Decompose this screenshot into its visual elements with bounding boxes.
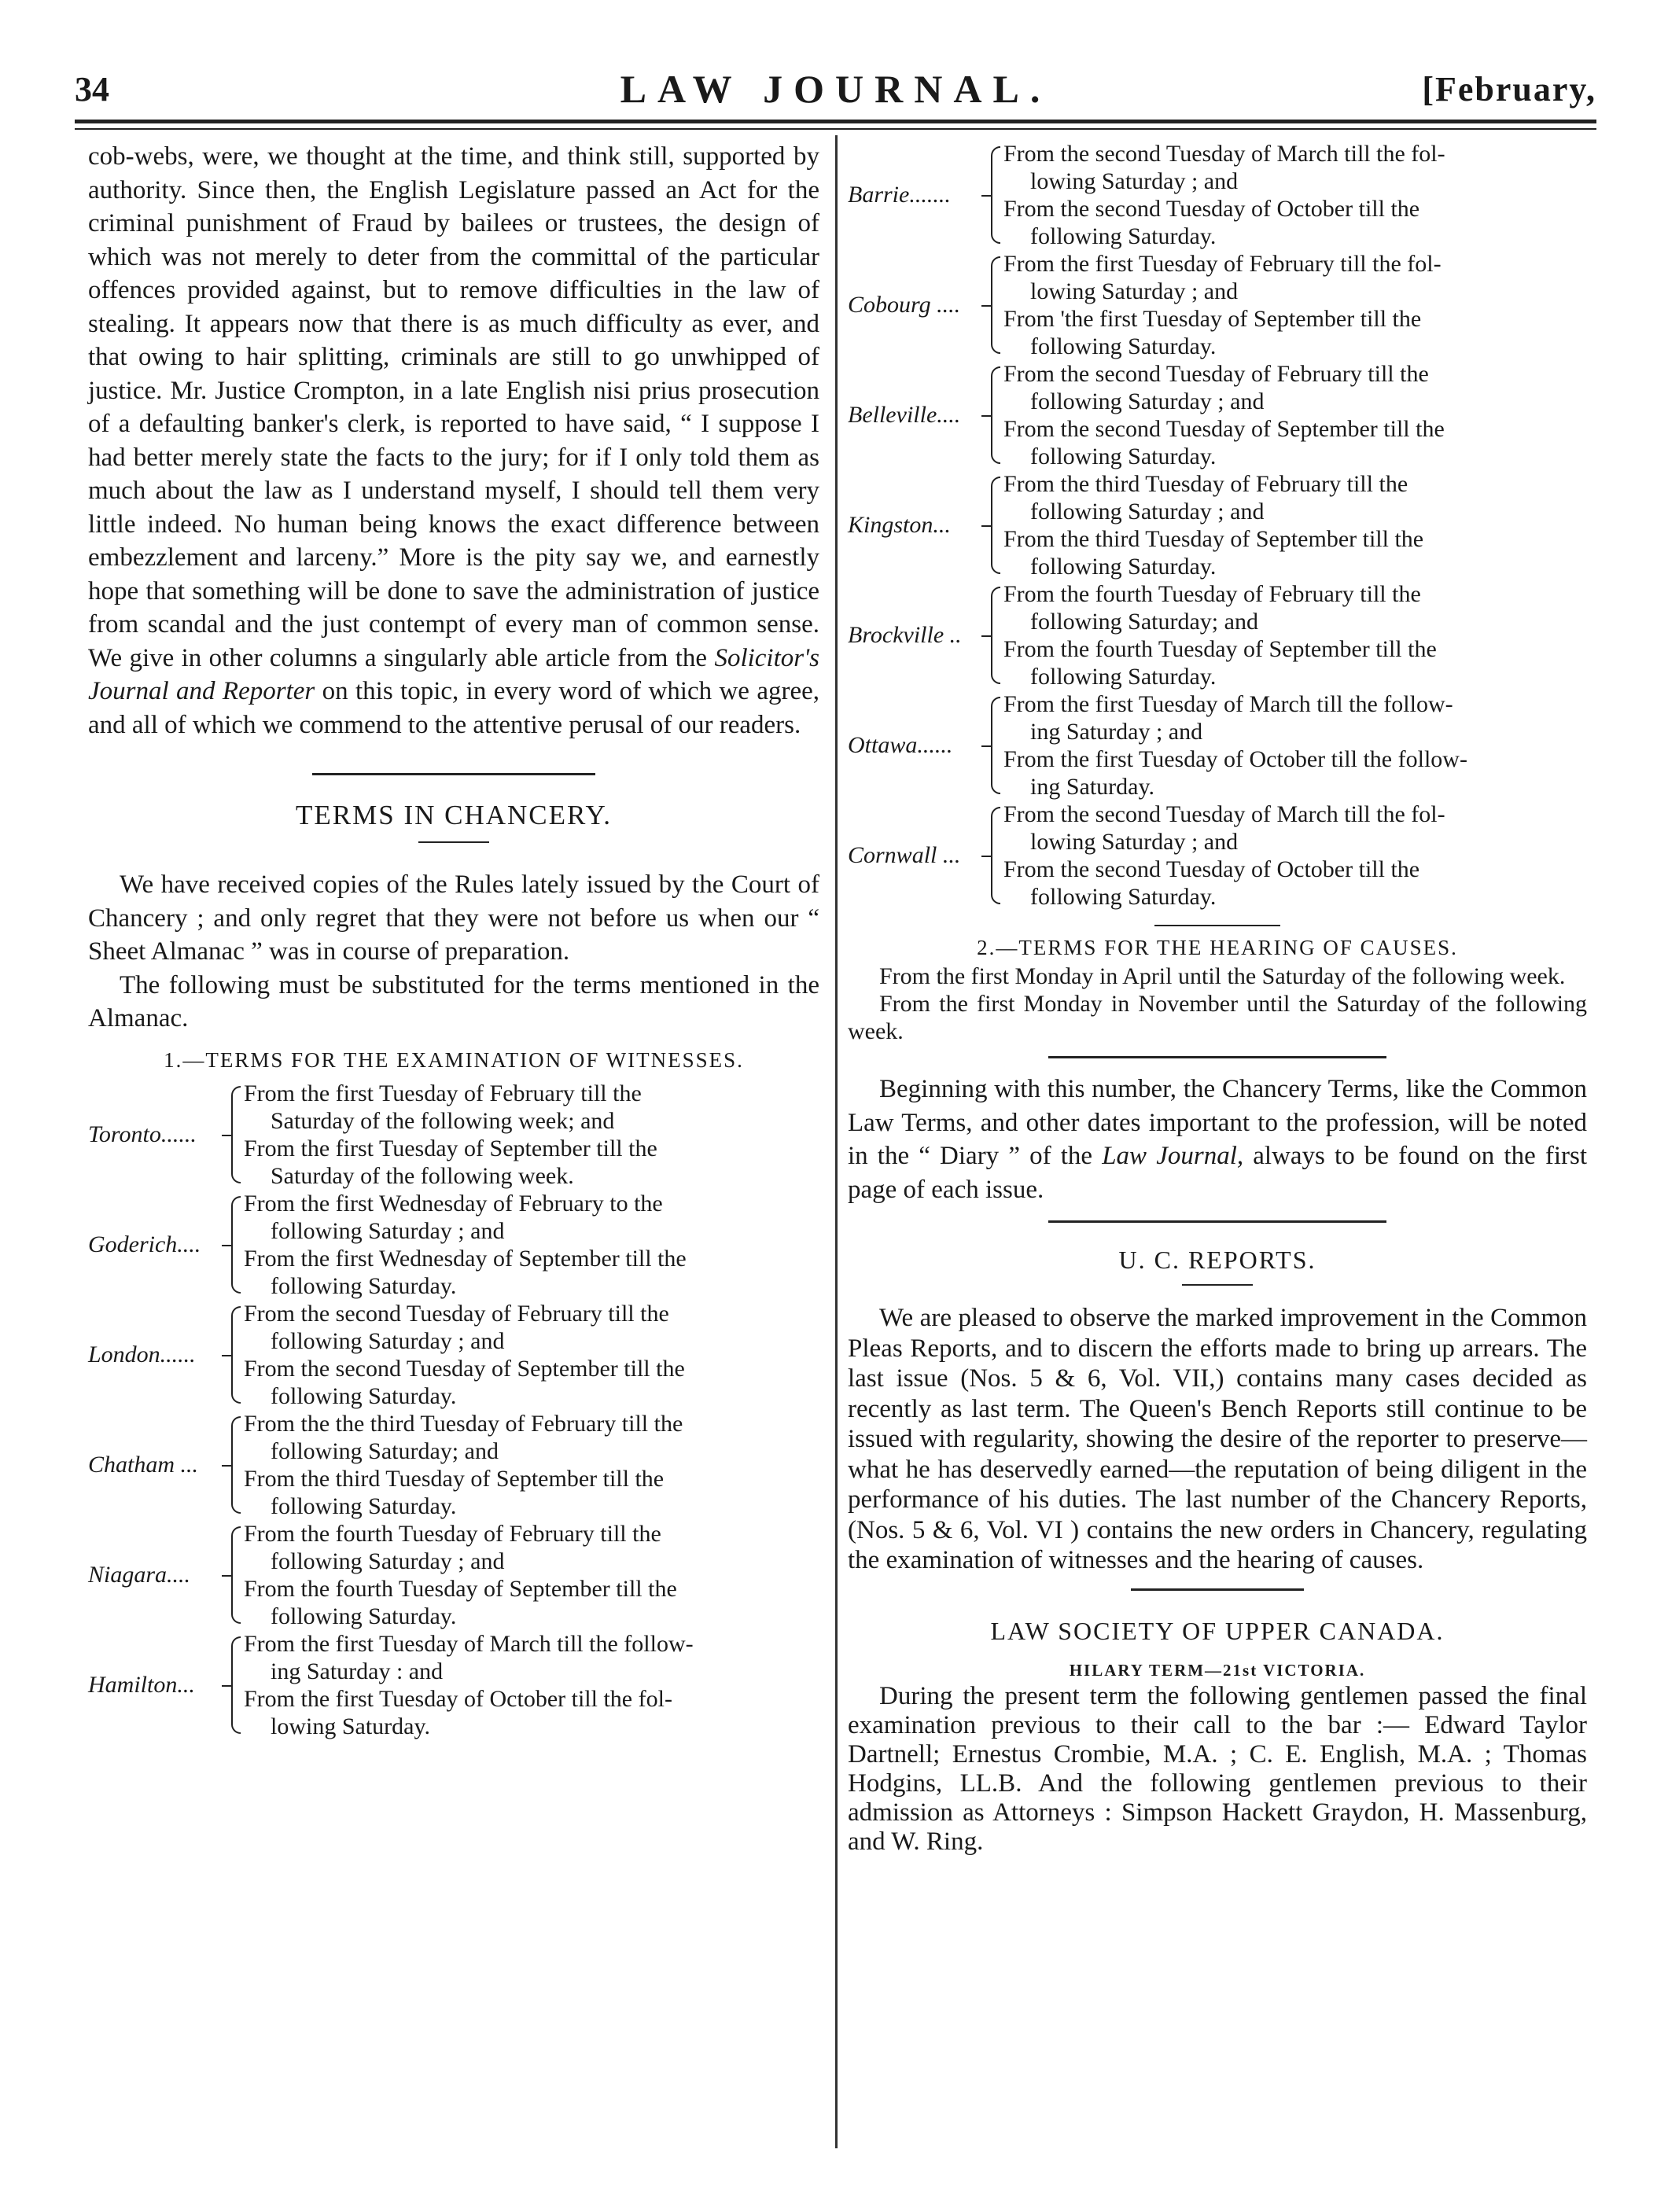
- term-city: Hamilton...: [88, 1671, 195, 1698]
- term-line: ing Saturday.: [1030, 774, 1155, 800]
- left-column: [88, 140, 819, 1740]
- diary-paragraph: [848, 1073, 1587, 1206]
- term-line: From the second Tuesday of October till the: [1003, 856, 1420, 882]
- term-line: ing Saturday : and: [271, 1658, 444, 1684]
- term-entry: [88, 1080, 819, 1190]
- term-line: lowing Saturday ; and: [1030, 168, 1239, 194]
- term-city: Belleville....: [848, 402, 961, 428]
- brace-mark: [223, 1410, 244, 1520]
- term-line: From the first Wednesday of September till the: [244, 1245, 687, 1272]
- term-city: Goderich....: [88, 1231, 201, 1257]
- uc-reports-heading: U. C. REPORTS.: [1118, 1246, 1316, 1274]
- hearing-paragraph-2: From the first Monday in November until the Saturday of the following week.: [848, 991, 1587, 1044]
- intro-paragraph: [88, 140, 819, 742]
- chancery-paragraph-2: The following must be substituted for the terms mentioned in the Almanac.: [88, 970, 819, 1032]
- term-dates: [244, 1080, 819, 1190]
- term-entry: [848, 470, 1587, 580]
- term-entry: [88, 1520, 819, 1630]
- brace-mark: [983, 690, 1003, 801]
- header-rule-thin: [75, 128, 1596, 130]
- term-entry: [848, 690, 1587, 801]
- term-line: following Saturday.: [1030, 664, 1217, 690]
- term-line: From the third Tuesday of February till the: [1003, 471, 1408, 497]
- term-dates: [244, 1630, 819, 1740]
- term-line: following Saturday.: [1030, 223, 1217, 249]
- term-line: lowing Saturday ; and: [1030, 829, 1239, 855]
- term-line: following Saturday ; and: [271, 1327, 505, 1354]
- brace-mark: [983, 470, 1003, 580]
- term-line: From the fourth Tuesday of February till the: [244, 1520, 661, 1547]
- brace-mark: [223, 1190, 244, 1300]
- brace-mark: [983, 140, 1003, 250]
- intro-journal-name: Solicitor's Journal and Reporter: [88, 643, 820, 705]
- term-line: following Saturday.: [271, 1492, 457, 1519]
- term-line: From the fourth Tuesday of February till the: [1003, 581, 1421, 607]
- term-line: following Saturday.: [271, 1382, 457, 1409]
- term-line: following Saturday ; and: [1030, 388, 1265, 414]
- term-dates: [1003, 690, 1587, 801]
- term-entry: [88, 1410, 819, 1520]
- term-line: following Saturday.: [1030, 554, 1217, 580]
- term-dates: [1003, 801, 1587, 911]
- term-line: From the fourth Tuesday of September till the: [244, 1575, 677, 1602]
- term-entry: [88, 1630, 819, 1740]
- journal-title: LAW JOURNAL.: [620, 67, 1051, 111]
- brace-mark: [223, 1520, 244, 1630]
- term-line: From the third Tuesday of September till the: [244, 1465, 665, 1492]
- intro-text: cob-webs, were, we thought at the time, and think still, supported by authority. Since then, the English Legislature passed an Act for the criminal punishment of Fraud by bailees or trustees, the design of which was not merely to deter from the committal of the particular offences provided against, but to remove difficulties in the law of stealing. It appears now that there is as much difficulty as ever, and that owing to hair splitting, criminals are still to go unwhipped of justice. Mr. Justice Crompton, in a late English nisi prius prosecution of a defaulting banker's clerk, is reported to have said, “ I suppose I had better merely state the facts to the jury; for if I only told them as much about the law as I understand myself, I should tell them very little indeed. No human being knows the exact difference between embezzlement and larceny.” More is the pity say we, and earnestly hope that something will be done to save the administration of justice from scandal and the just contempt of every man of common sense. We give in other columns a singularly able article from the: [88, 142, 819, 672]
- term-line: From the first Tuesday of March till the follow-: [244, 1630, 694, 1657]
- term-dates: [1003, 470, 1587, 580]
- term-city: Toronto......: [88, 1121, 197, 1147]
- term-dates: [244, 1300, 819, 1410]
- term-line: From the first Tuesday of February till the fol-: [1003, 251, 1442, 277]
- term-entry: [848, 250, 1587, 360]
- term-line: From the the third Tuesday of February till the: [244, 1410, 683, 1437]
- term-line: following Saturday; and: [1030, 609, 1258, 635]
- term-dates: [1003, 360, 1587, 470]
- term-line: From the second Tuesday of March till the fol-: [1003, 801, 1445, 827]
- term-city: Cornwall ...: [848, 842, 961, 868]
- term-line: From the first Tuesday of October till the fol-: [244, 1685, 672, 1712]
- term-line: From the first Tuesday of September till the: [244, 1135, 657, 1161]
- term-line: following Saturday.: [1030, 884, 1217, 910]
- term-line: From the second Tuesday of February till the: [1003, 361, 1429, 387]
- term-entry: [848, 580, 1587, 690]
- brace-mark: [983, 250, 1003, 360]
- term-city: Barrie.......: [848, 182, 951, 208]
- right-column: [848, 140, 1587, 1857]
- section2-heading: 2.—TERMS FOR THE HEARING OF CAUSES.: [977, 936, 1458, 959]
- term-line: lowing Saturday.: [271, 1713, 431, 1739]
- brace-mark: [223, 1300, 244, 1410]
- term-dates: [1003, 580, 1587, 690]
- diary-text-a: Beginning with this number, the Chancery Terms, like the Common Law Terms, and other dates important to the profession, will be noted in the “ Diary ” of the: [848, 1075, 1587, 1170]
- term-line: ing Saturday ; and: [1030, 719, 1203, 745]
- column-divider: [835, 135, 838, 2148]
- term-dates: [1003, 140, 1587, 250]
- term-city: London......: [88, 1341, 196, 1367]
- term-line: following Saturday ; and: [271, 1217, 505, 1244]
- term-line: following Saturday; and: [271, 1437, 499, 1464]
- chancery-heading: TERMS IN CHANCERY.: [296, 800, 612, 830]
- month-label: [February,: [1422, 70, 1596, 109]
- term-line: following Saturday.: [271, 1272, 457, 1299]
- term-line: From the second Tuesday of September till the: [1003, 416, 1445, 442]
- term-city: Niagara....: [88, 1561, 191, 1588]
- term-line: From the first Tuesday of February till the: [244, 1080, 642, 1106]
- term-entry: [88, 1190, 819, 1300]
- term-entry: [848, 801, 1587, 911]
- term-entry: [88, 1300, 819, 1410]
- brace-mark: [223, 1630, 244, 1740]
- hearing-paragraph-1: From the first Monday in April until the Saturday of the following week.: [879, 963, 1566, 989]
- term-city: Kingston...: [848, 512, 951, 538]
- brace-mark: [983, 360, 1003, 470]
- term-entry: [848, 140, 1587, 250]
- term-city: Brockville ..: [848, 622, 962, 648]
- brace-mark: [223, 1080, 244, 1190]
- law-society-paragraph: During the present term the following gentlemen passed the final examination previous to their call to the bar :— Edward Taylor Dartnell; Ernestus Crombie, M.A. ; C. E. English, M.A. ; Thomas Hodgins, LL.B. And the following gentlemen previous to their admission as Attorneys : Simpson Hackett Graydon, H. Massenburg, and W. Ring.: [848, 1681, 1587, 1856]
- term-line: From the fourth Tuesday of September till the: [1003, 636, 1437, 662]
- term-dates: [1003, 250, 1587, 360]
- term-line: From the first Wednesday of February to the: [244, 1190, 663, 1216]
- term-line: From the third Tuesday of September till the: [1003, 526, 1424, 552]
- term-line: following Saturday.: [271, 1603, 457, 1629]
- term-line: following Saturday ; and: [1030, 499, 1265, 524]
- brace-mark: [983, 801, 1003, 911]
- section1-heading: 1.—TERMS FOR THE EXAMINATION OF WITNESSES.: [164, 1047, 744, 1072]
- page-number: 34: [75, 70, 109, 109]
- intro-tail: on this topic, in every word of which we agree, and all of which we commend to the attentive perusal of our readers.: [88, 677, 820, 739]
- term-line: Saturday of the following week.: [271, 1162, 574, 1189]
- term-line: From 'the first Tuesday of September till the: [1003, 306, 1422, 332]
- uc-reports-paragraph: We are pleased to observe the marked improvement in the Common Pleas Reports, and to discern the efforts made to bring up arrears. The last issue (Nos. 5 & 6, Vol. VII,) contains many cases decided as recently as last term. The Queen's Bench Reports still continue to be issued with regularity, showing the desire of the reporter to preserve—what he has deservedly earned—the reputation of being diligent in the performance of his duties. The last number of the Chancery Reports, (Nos. 5 & 6, Vol. VI ) contains the new orders in Chancery, regulating the examination of witnesses and the hearing of causes.: [848, 1304, 1587, 1574]
- term-line: following Saturday.: [1030, 444, 1217, 469]
- term-dates: [244, 1520, 819, 1630]
- term-city: Cobourg ....: [848, 292, 961, 318]
- term-entry: [848, 360, 1587, 470]
- term-dates: [244, 1190, 819, 1300]
- right-terms-list: [848, 140, 1587, 911]
- term-dates: [244, 1410, 819, 1520]
- term-line: following Saturday ; and: [271, 1548, 505, 1574]
- term-line: From the second Tuesday of October till the: [1003, 196, 1420, 222]
- term-line: From the first Tuesday of March till the follow-: [1003, 691, 1453, 717]
- term-line: From the second Tuesday of February till the: [244, 1300, 669, 1327]
- left-terms-list: [88, 1080, 819, 1740]
- hilary-term-heading: HILARY TERM—21st VICTORIA.: [1069, 1660, 1366, 1680]
- diary-text-b: always to be found on the first page of each issue.: [848, 1142, 1588, 1204]
- chancery-paragraph-1: We have received copies of the Rules lately issued by the Court of Chancery ; and only regret that they were not before us when our “ Sheet Almanac ” was in course of preparation.: [88, 870, 819, 966]
- term-line: lowing Saturday ; and: [1030, 278, 1239, 304]
- term-line: following Saturday.: [1030, 333, 1217, 359]
- brace-mark: [983, 580, 1003, 690]
- term-line: Saturday of the following week; and: [271, 1107, 615, 1134]
- term-city: Chatham ...: [88, 1451, 199, 1478]
- term-city: Ottawa......: [848, 732, 953, 758]
- diary-journal-name: Law Journal,: [1102, 1142, 1244, 1170]
- header-rule-thick: [75, 120, 1596, 123]
- law-society-heading: LAW SOCIETY OF UPPER CANADA.: [990, 1616, 1445, 1645]
- term-line: From the second Tuesday of March till the fol-: [1003, 141, 1445, 167]
- term-line: From the first Tuesday of October till the follow-: [1003, 746, 1467, 772]
- term-line: From the second Tuesday of September till the: [244, 1355, 685, 1382]
